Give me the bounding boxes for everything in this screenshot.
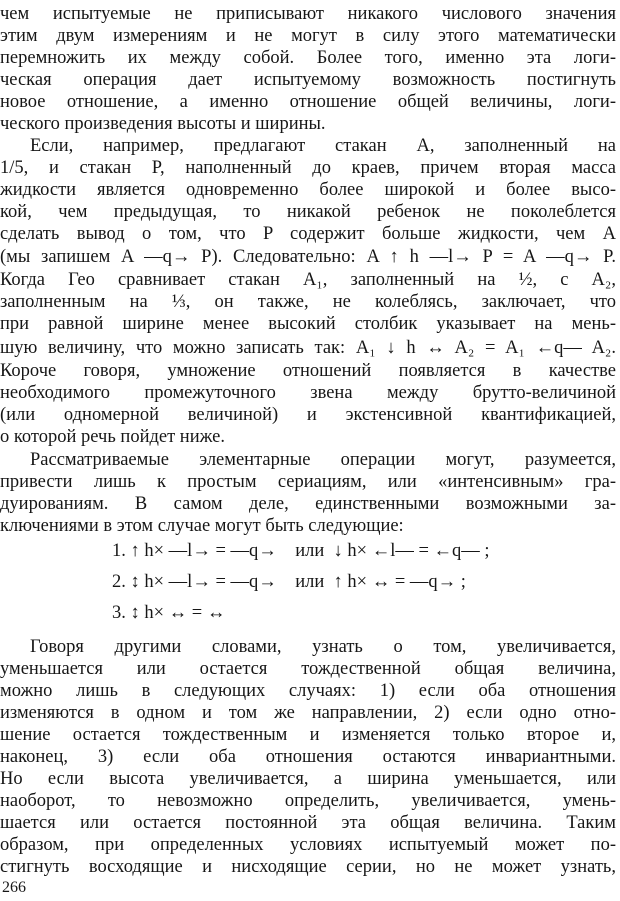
text-line: шается или остается постоянной эта общая величина. Таким	[0, 813, 616, 833]
text-line: о которой речь пойдет ниже.	[0, 427, 225, 447]
text-line: ключениями в этом случае могут быть следующие:	[0, 516, 404, 536]
formula-line: 3. ↕ h× ↔ = ↔	[112, 603, 226, 623]
text-line: Когда Гео сравнивает стакан A₁, заполненный на ½, с A₂,	[0, 270, 616, 290]
text-line: жидкости является одновременно более широкой и более высо-	[0, 180, 616, 200]
text-line: кой, чем предыдущая, то никакой ребенок не поколеблется	[0, 202, 616, 222]
text-line: шую величину, что можно записать так: A₁ ↓ h ↔ A₂ = A₁ ←q— A₂.	[0, 338, 616, 358]
text-line: Если, например, предлагают стакан A, заполненный на	[30, 136, 616, 156]
text-line: сделать вывод о том, что P содержит больше жидкости, чем A	[0, 224, 616, 244]
formula-line: 1. ↑ h× —l→ = —q→ или ↓ h× ←l— = ←q— ;	[112, 541, 490, 561]
text-line: стигнуть восходящие и нисходящие серии, но не может узнать,	[0, 857, 616, 877]
text-line: 1/5, и стакан P, наполненный до краев, причем вторая масса	[0, 158, 616, 178]
text-line: Говоря другими словами, узнать о том, увеличивается,	[30, 637, 616, 657]
text-line: Но если высота увеличивается, а ширина уменьшается, или	[0, 769, 616, 789]
text-line: образом, при определенных условиях испытуемый может по-	[0, 835, 616, 855]
page-number: 266	[2, 879, 26, 896]
text-line: чем испытуемые не приписывают никакого числового значения	[0, 4, 616, 24]
text-line: новое отношение, а именно отношение общей величины, логи-	[0, 92, 616, 112]
text-line: Короче говоря, умножение отношений появляется в качестве	[0, 361, 616, 381]
text-line: Рассматриваемые элементарные операции могут, разумеется,	[30, 450, 616, 470]
text-line: при равной ширине менее высокий столбик указывает на мень-	[0, 314, 616, 334]
formula-line: 2. ↕ h× —l→ = —q→ или ↑ h× ↔ = —q→ ;	[112, 572, 466, 592]
text-line: наконец, 3) если оба отношения остаются инвариантными.	[0, 747, 616, 767]
text-line: наоборот, то невозможно определить, увеличивается, умень-	[0, 791, 616, 811]
text-line: привести лишь к простым сериациям, или «интенсивным» гра-	[0, 472, 616, 492]
text-line: (или одномерной величиной) и экстенсивной квантификацией,	[0, 405, 616, 425]
text-line: ческая операция дает испытуемому возможность постигнуть	[0, 70, 616, 90]
text-line: необходимого промежуточного звена между брутто-величиной	[0, 383, 616, 403]
text-line: (мы запишем A —q→ P). Следовательно: A ↑ h —l→ P = A —q→ P.	[0, 247, 616, 267]
text-line: шение остается тождественным и изменяется только второе и,	[0, 725, 616, 745]
text-line: дуированиям. В самом деле, единственными возможными за-	[0, 494, 616, 514]
text-line: изменяются в одном и том же направлении, 2) если одно отно-	[0, 703, 616, 723]
text-line: этим двум измерениям и не могут в силу этого математически	[0, 26, 616, 46]
text-line: ческого произведения высоты и ширины.	[0, 114, 326, 134]
text-line: заполненным на ⅓, он также, не колеблясь, заключает, что	[0, 292, 616, 312]
text-line: уменьшается или остается тождественной общая величина,	[0, 659, 616, 679]
text-line: можно лишь в следующих случаях: 1) если оба отношения	[0, 681, 616, 701]
text-line: перемножить их между собой. Более того, именно эта логи-	[0, 48, 616, 68]
